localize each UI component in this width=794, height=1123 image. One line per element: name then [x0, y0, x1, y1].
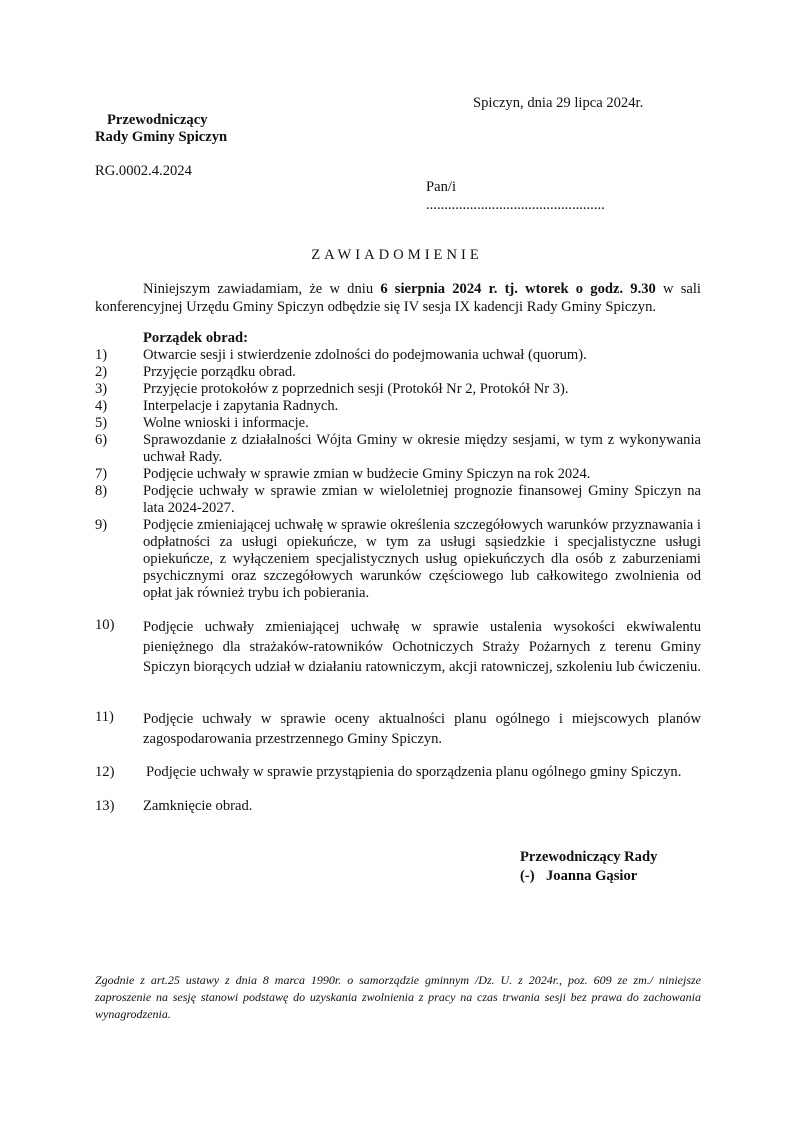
agenda-item-text: Interpelacje i zapytania Radnych.	[143, 398, 339, 414]
reference-number: RG.0002.4.2024	[95, 163, 192, 179]
agenda-item-text: Podjęcie zmieniającej uchwałę w sprawie określenia szczegółowych warunków przyznawania i odpłatności za usługi opiekuńcze, w tym za usługi sąsiedzkie i specjalistyczne usługi opiekuńcze, z wyłączeniem specjalistycznych usług opiekuńczych dla osób z zaburzeniami psychicznymi oraz szczegółowych warunków częściowego lub całkowitego zwolnienia od opłat jak również trybu ich pobierania.	[143, 517, 701, 601]
agenda-item-text: Podjęcie uchwały w sprawie przystąpienia do sporządzenia planu ogólnego gminy Spiczyn.	[146, 764, 682, 780]
agenda-item-number: 6)	[95, 432, 108, 448]
agenda-item	[95, 432, 701, 466]
agenda-item-text: Podjęcie uchwały w sprawie zmian w wieloletniej prognozie finansowej Gminy Spiczyn na lata 2024-2027.	[143, 483, 701, 516]
agenda-item	[95, 617, 701, 677]
document-title: ZAWIADOMIENIE	[311, 247, 483, 263]
agenda-item-text: Przyjęcie protokołów z poprzednich sesji (Protokół Nr 2, Protokół Nr 3).	[143, 381, 569, 397]
agenda-item-text: Wolne wnioski i informacje.	[143, 415, 309, 431]
agenda-item-number: 4)	[95, 398, 108, 414]
agenda-item	[95, 364, 701, 381]
addressee-label: Pan/i	[426, 179, 456, 195]
agenda-item-number: 8)	[95, 483, 108, 499]
agenda-item-number: 3)	[95, 381, 108, 397]
agenda-item-number: 11)	[95, 709, 114, 725]
agenda-item	[95, 798, 701, 815]
signature-name: Joanna Gąsior	[546, 868, 638, 884]
agenda-item	[95, 347, 701, 364]
addressee-dots: .................................................	[426, 197, 605, 213]
agenda-heading: Porządek obrad:	[143, 330, 248, 346]
agenda-item-text: Podjęcie uchwały w sprawie zmian w budżecie Gminy Spiczyn na rok 2024.	[143, 466, 591, 482]
signature-mark: (-)	[520, 868, 535, 884]
agenda-item-number: 2)	[95, 364, 108, 380]
agenda-item-number: 12)	[95, 764, 115, 780]
agenda-item-number: 13)	[95, 798, 115, 814]
agenda-item	[95, 483, 701, 517]
agenda-item-text: Zamknięcie obrad.	[143, 798, 253, 814]
legal-footnote: Zgodnie z art.25 ustawy z dnia 8 marca 1990r. o samorządzie gminnym /Dz. U. z 2024r., poz. 609 ze zm./ niniejsze zaproszenie na sesję stanowi podstawę do uzyskania zwolnienia z pracy na czas trwania sesji bez prawa do zachowania wynagrodzenia.	[95, 973, 701, 1021]
signature-title: Przewodniczący Rady	[520, 849, 658, 865]
intro-text-1: Niniejszym zawiadamiam, że w dniu	[143, 281, 381, 297]
agenda-item	[95, 709, 701, 749]
agenda-item	[95, 415, 701, 432]
intro-date-time: 6 sierpnia 2024 r. tj. wtorek o godz. 9.30	[380, 281, 656, 297]
agenda-item	[95, 466, 701, 483]
agenda-item	[95, 764, 701, 781]
agenda-item-text: Otwarcie sesji i stwierdzenie zdolności do podejmowania uchwał (quorum).	[143, 347, 587, 363]
agenda-item-number: 9)	[95, 517, 108, 533]
agenda-item-text: Sprawozdanie z działalności Wójta Gminy w okresie między sesjami, w tym z wykonywania uchwał Rady.	[143, 432, 701, 465]
agenda-item-text: Podjęcie uchwały zmieniającej uchwałę w sprawie ustalenia wysokości ekwiwalentu pieniężnego dla strażaków-ratowników Ochotniczych Straży Pożarnych z terenu Gminy Spiczyn biorących udział w działaniu ratowniczym, akcji ratowniczej, szkoleniu lub ćwiczeniu.	[143, 619, 702, 675]
agenda-item	[95, 517, 701, 602]
agenda-item	[95, 398, 701, 415]
date-line: Spiczyn, dnia 29 lipca 2024r.	[473, 95, 644, 111]
agenda-item-number: 1)	[95, 347, 108, 363]
sender-title: Przewodniczący	[107, 112, 208, 128]
intro-paragraph	[95, 280, 701, 316]
sender-body: Rady Gminy Spiczyn	[95, 129, 228, 145]
agenda-item-number: 5)	[95, 415, 108, 431]
agenda-item-text: Podjęcie uchwały w sprawie oceny aktualności planu ogólnego i miejscowych planów zagospodarowania przestrzennego Gminy Spiczyn.	[143, 711, 701, 747]
intro-text-2: w sali konferencyjnej Urzędu Gminy Spiczyn odbędzie się IV sesja IX kadencji Rady Gminy Spiczyn.	[95, 281, 701, 315]
signature-line	[520, 868, 637, 885]
agenda-item	[95, 381, 701, 398]
agenda-item-number: 7)	[95, 466, 108, 482]
agenda-item-text: Przyjęcie porządku obrad.	[143, 364, 296, 380]
agenda-item-number: 10)	[95, 617, 115, 633]
